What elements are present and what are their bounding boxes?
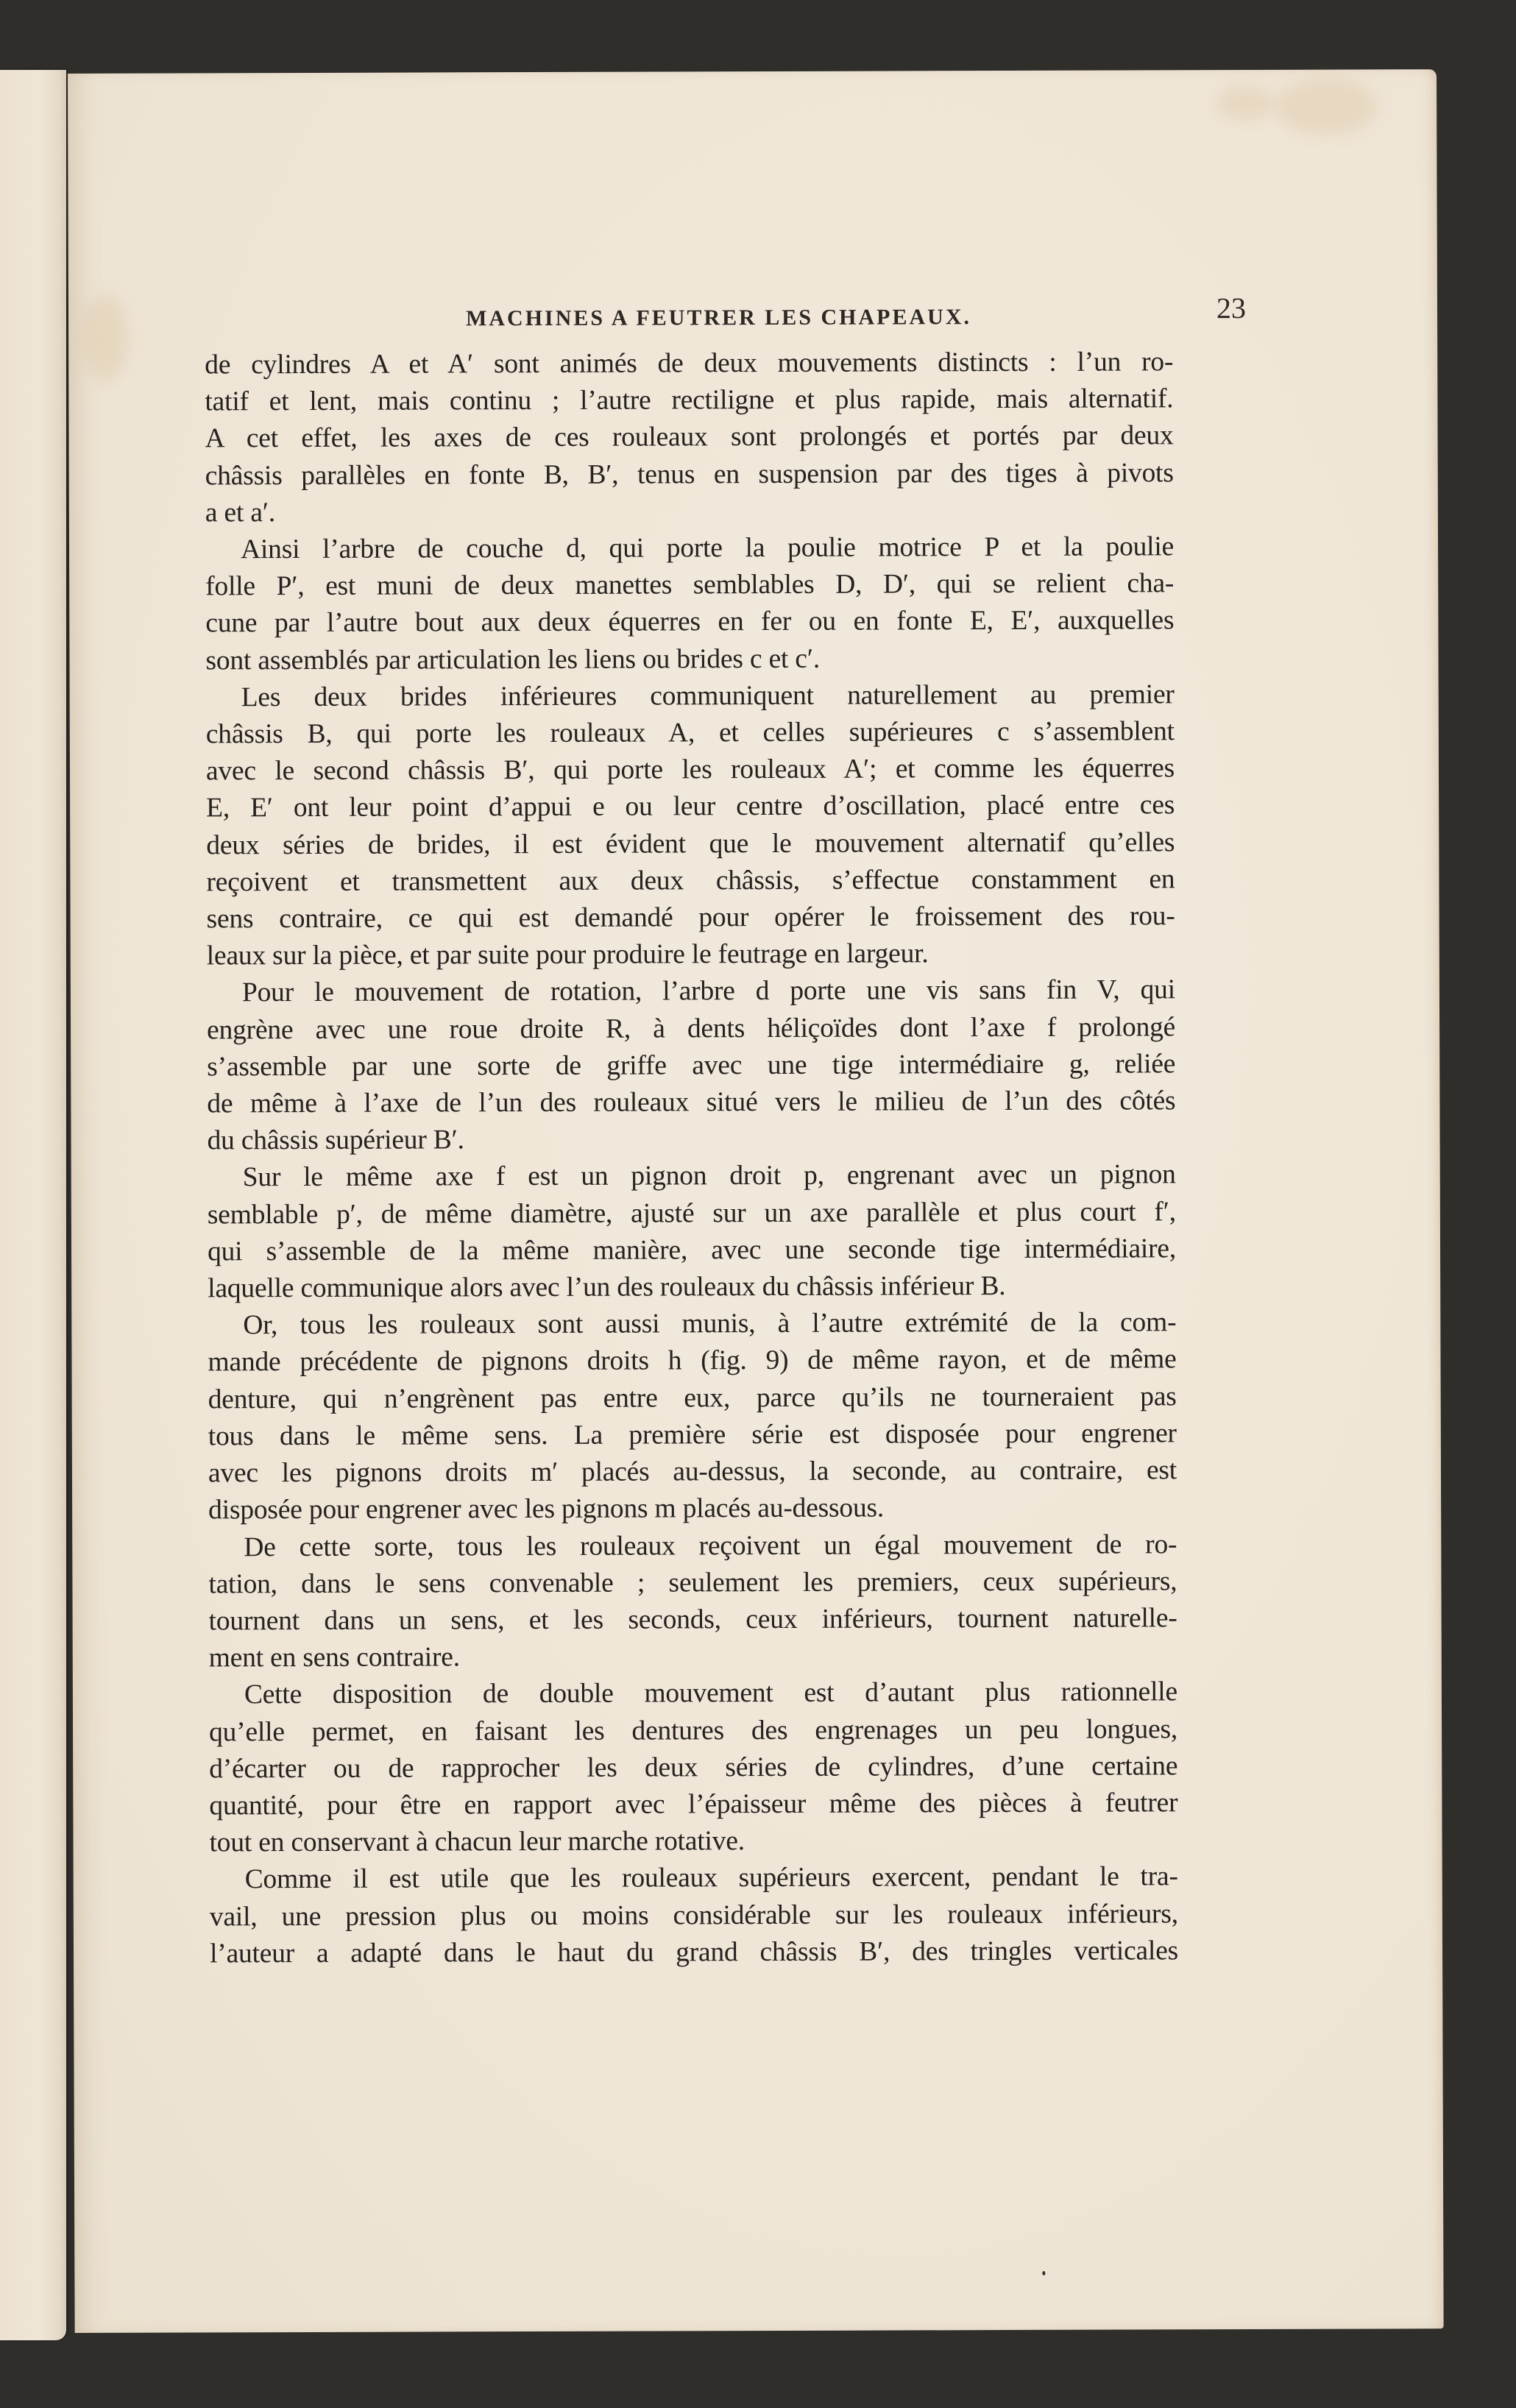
- text-line: châssis parallèles en fonte B, B′, tenus en suspension par des tiges à pivots: [205, 457, 1174, 492]
- paper-stain: [1275, 77, 1378, 135]
- paper-stain: [83, 294, 127, 383]
- text-line: leaux sur la pièce, et par suite pour produire le feutrage en largeur.: [206, 938, 929, 971]
- text-line: tournent dans un sens, et les seconds, ceux inférieurs, tournent naturelle-: [208, 1603, 1177, 1637]
- text-line: ment en sens contraire.: [208, 1642, 460, 1674]
- text-line: l’auteur a adapté dans le haut du grand châssis B′, des tringles verticales: [209, 1936, 1179, 1969]
- paper-stain: [1216, 85, 1275, 121]
- paragraph: [208, 1157, 1177, 1308]
- paragraph: [208, 1305, 1177, 1529]
- paragraph: [210, 1859, 1178, 1973]
- paragraph: [209, 1674, 1178, 1862]
- text-line: quantité, pour être en rapport avec l’épaisseur même des pièces à feutrer: [209, 1788, 1178, 1821]
- text-line: avec les pignons droits m′ placés au-dessus, la seconde, au contraire, est: [208, 1455, 1177, 1489]
- text-line: sens contraire, ce qui est demandé pour opérer le froissement des rou-: [206, 901, 1175, 935]
- text-line: disposée pour engrener avec les pignons m placés au-dessous.: [208, 1492, 885, 1526]
- text-line: mande précédente de pignons droits h (fig. 9) de même rayon, et de même: [208, 1344, 1177, 1378]
- text-line: avec le second châssis B′, qui porte les rouleaux A′; et comme les équerres: [205, 753, 1175, 787]
- text-line: A cet effet, les axes de ces rouleaux sont prolongés et portés par deux: [205, 420, 1174, 454]
- text-line: folle P′, est muni de deux manettes semblables D, D′, qui se relient cha-: [205, 568, 1175, 602]
- text-line: d’écarter ou de rapprocher les deux séries de cylindres, d’une certaine: [209, 1750, 1178, 1785]
- text-line: Or, tous les rouleaux sont aussi munis, à l’autre extrémité de la com-: [243, 1307, 1177, 1341]
- text-line: Pour le mouvement de rotation, l’arbre d porte une vis sans fin V, qui: [241, 974, 1175, 1008]
- text-line: vail, une pression plus ou moins considérable sur les rouleaux inférieurs,: [209, 1898, 1178, 1932]
- ink-speck: [1042, 2271, 1045, 2276]
- body-text: [205, 344, 1178, 1972]
- paragraph: [205, 344, 1174, 531]
- text-line: Ainsi l’arbre de couche d, qui porte la poulie motrice P et la poulie: [240, 531, 1175, 565]
- text-line: cune par l’autre bout aux deux équerres en fer ou en fonte E, E′, auxquelles: [205, 605, 1175, 639]
- paragraph: [206, 676, 1175, 975]
- text-line: a et a′.: [205, 497, 276, 528]
- paragraph: [205, 528, 1175, 679]
- text-line: engrène avec une roue droite R, à dents héliçoïdes dont l’axe f prolongé: [207, 1011, 1176, 1046]
- text-line: châssis B, qui porte les rouleaux A, et celles supérieures c s’assemblent: [205, 716, 1175, 750]
- book-page: [68, 69, 1444, 2333]
- text-line: E, E′ ont leur point d’appui e ou leur centre d’oscillation, placé entre ces: [206, 790, 1175, 824]
- text-line: du châssis supérieur B′.: [207, 1125, 464, 1156]
- text-line: qui s’assemble de la même manière, avec une seconde tige intermédiaire,: [207, 1233, 1177, 1267]
- text-line: Les deux brides inférieures communiquent naturellement au premier: [241, 679, 1175, 713]
- text-line: semblable p′, de même diamètre, ajusté sur un axe parallèle et plus court f′,: [207, 1196, 1176, 1230]
- text-line: laquelle communique alors avec l’un des rouleaux du châssis inférieur B.: [208, 1271, 1006, 1304]
- text-line: de cylindres A et A′ sont animés de deux mouvements distincts : l’un ro-: [205, 347, 1174, 380]
- text-line: tation, dans le sens convenable ; seulement les premiers, ceux supérieurs,: [208, 1565, 1177, 1600]
- paragraph: [208, 1526, 1177, 1677]
- text-line: tous dans le même sens. La première série est disposée pour engrener: [208, 1418, 1177, 1452]
- running-head: [252, 291, 1246, 338]
- text-line: denture, qui n’engrènent pas entre eux, parce qu’ils ne tourneraient pas: [208, 1381, 1177, 1415]
- text-line: deux séries de brides, il est évident que le mouvement alternatif qu’elles: [206, 826, 1175, 861]
- text-line: Sur le même axe f est un pignon droit p, engrenant avec un pignon: [242, 1159, 1176, 1193]
- paragraph: [207, 972, 1176, 1160]
- text-line: sont assemblés par articulation les liens ou brides c et c′.: [205, 643, 821, 676]
- text-line: Cette disposition de double mouvement est d’autant plus rationnelle: [244, 1676, 1177, 1710]
- text-line: qu’elle permet, en faisant les dentures des engrenages un peu longues,: [209, 1713, 1178, 1747]
- text-line: reçoivent et transmettent aux deux châssis, s’effectue constamment en: [206, 864, 1175, 898]
- previous-page-edge: [0, 70, 66, 2340]
- running-title: MACHINES A FEUTRER LES CHAPEAUX.: [465, 305, 972, 331]
- text-line: de même à l’axe de l’un des rouleaux situé vers le milieu de l’un des côtés: [207, 1086, 1176, 1119]
- text-line: tout en conservant à chacun leur marche rotative.: [209, 1826, 745, 1858]
- text-line: De cette sorte, tous les rouleaux reçoivent un égal mouvement de ro-: [244, 1529, 1177, 1562]
- text-line: s’assemble par une sorte de griffe avec une tige intermédiaire g, reliée: [207, 1049, 1176, 1083]
- page-number: 23: [1216, 291, 1247, 325]
- text-line: tatif et lent, mais continu ; l’autre rectiligne et plus rapide, mais alternatif.: [205, 383, 1174, 417]
- text-line: Comme il est utile que les rouleaux supérieurs exercent, pendant le tra-: [244, 1861, 1178, 1895]
